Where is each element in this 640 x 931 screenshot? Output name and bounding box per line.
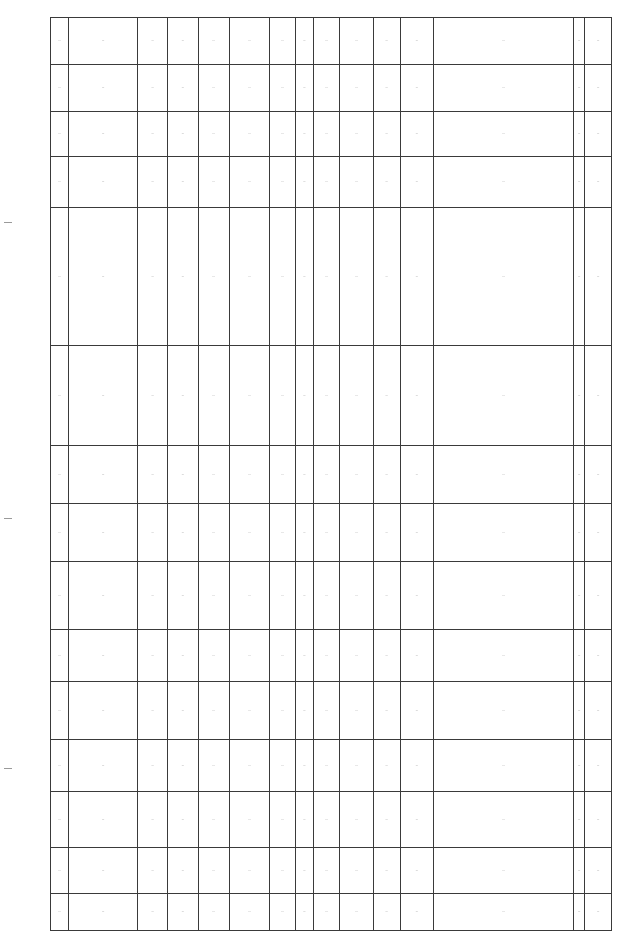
table-row	[51, 65, 612, 112]
cell-equip: …	[400, 346, 434, 446]
cell-date: …	[585, 630, 612, 682]
cell-form: …	[198, 504, 229, 562]
cell-org: …	[68, 740, 137, 792]
cell-code: …	[138, 65, 168, 112]
cell-date: …	[585, 682, 612, 740]
cell-room: …	[340, 504, 374, 562]
cell-code: …	[138, 562, 168, 630]
cell-qty: …	[573, 894, 584, 931]
cell-org: …	[68, 65, 137, 112]
cell-date: …	[585, 157, 612, 208]
cell-service: …	[373, 740, 400, 792]
cell-room: …	[340, 446, 374, 504]
cell-code: …	[138, 792, 168, 848]
cell-locality: …	[270, 157, 296, 208]
cell-equip: …	[400, 894, 434, 931]
cell-org: …	[68, 504, 137, 562]
cell-equip: …	[400, 18, 434, 65]
cell-legal: …	[434, 157, 574, 208]
cell-service: …	[373, 504, 400, 562]
cell-qty: …	[573, 848, 584, 894]
cell-equip: …	[400, 848, 434, 894]
cell-addr: …	[229, 346, 269, 446]
cell-form: …	[198, 562, 229, 630]
cell-code: …	[138, 740, 168, 792]
cell-service: …	[373, 848, 400, 894]
cell-legal: …	[434, 848, 574, 894]
cell-legal: …	[434, 18, 574, 65]
cell-dept: …	[313, 208, 340, 346]
cell-room: …	[340, 112, 374, 157]
cell-org: …	[68, 848, 137, 894]
cell-room: …	[340, 346, 374, 446]
cell-equip: …	[400, 740, 434, 792]
cell-code: …	[138, 157, 168, 208]
cell-org: …	[68, 562, 137, 630]
cell-service: …	[373, 630, 400, 682]
cell-no: …	[51, 562, 69, 630]
cell-code: …	[138, 446, 168, 504]
cell-addr: …	[229, 18, 269, 65]
cell-dept: …	[313, 792, 340, 848]
cell-no: …	[51, 792, 69, 848]
cell-service: …	[373, 562, 400, 630]
cell-type: …	[168, 848, 198, 894]
cell-year: …	[295, 792, 313, 848]
cell-dept: …	[313, 848, 340, 894]
cell-qty: …	[573, 157, 584, 208]
cell-no: …	[51, 682, 69, 740]
cell-addr: …	[229, 740, 269, 792]
cell-dept: …	[313, 157, 340, 208]
cell-code: …	[138, 630, 168, 682]
cell-year: …	[295, 112, 313, 157]
cell-no: …	[51, 112, 69, 157]
cell-room: …	[340, 848, 374, 894]
cell-org: …	[68, 630, 137, 682]
table-row	[51, 504, 612, 562]
cell-addr: …	[229, 630, 269, 682]
cell-room: …	[340, 157, 374, 208]
cell-dept: …	[313, 894, 340, 931]
cell-form: …	[198, 894, 229, 931]
cell-legal: …	[434, 630, 574, 682]
cell-no: …	[51, 346, 69, 446]
table-row	[51, 208, 612, 346]
cell-dept: …	[313, 682, 340, 740]
cell-equip: …	[400, 157, 434, 208]
cell-type: …	[168, 446, 198, 504]
cell-date: …	[585, 446, 612, 504]
cell-type: …	[168, 504, 198, 562]
cell-locality: …	[270, 208, 296, 346]
cell-date: …	[585, 792, 612, 848]
cell-form: …	[198, 208, 229, 346]
cell-date: …	[585, 65, 612, 112]
cell-room: …	[340, 740, 374, 792]
cell-locality: …	[270, 740, 296, 792]
cell-locality: …	[270, 630, 296, 682]
cell-room: …	[340, 630, 374, 682]
cell-year: …	[295, 630, 313, 682]
cell-year: …	[295, 157, 313, 208]
cell-type: …	[168, 562, 198, 630]
cell-no: …	[51, 208, 69, 346]
scan-mark	[4, 768, 12, 769]
cell-form: …	[198, 346, 229, 446]
cell-org: …	[68, 208, 137, 346]
cell-locality: …	[270, 562, 296, 630]
cell-equip: …	[400, 682, 434, 740]
cell-form: …	[198, 740, 229, 792]
cell-locality: …	[270, 112, 296, 157]
cell-locality: …	[270, 65, 296, 112]
cell-type: …	[168, 112, 198, 157]
table-row	[51, 740, 612, 792]
cell-room: …	[340, 792, 374, 848]
cell-legal: …	[434, 446, 574, 504]
cell-dept: …	[313, 446, 340, 504]
cell-no: …	[51, 630, 69, 682]
cell-date: …	[585, 894, 612, 931]
cell-service: …	[373, 682, 400, 740]
cell-date: …	[585, 208, 612, 346]
cell-form: …	[198, 18, 229, 65]
cell-addr: …	[229, 894, 269, 931]
cell-addr: …	[229, 562, 269, 630]
cell-equip: …	[400, 504, 434, 562]
scan-mark	[4, 518, 12, 519]
cell-locality: …	[270, 894, 296, 931]
cell-service: …	[373, 112, 400, 157]
cell-type: …	[168, 630, 198, 682]
cell-qty: …	[573, 208, 584, 346]
cell-addr: …	[229, 848, 269, 894]
cell-form: …	[198, 682, 229, 740]
cell-year: …	[295, 446, 313, 504]
cell-equip: …	[400, 65, 434, 112]
cell-service: …	[373, 157, 400, 208]
cell-year: …	[295, 848, 313, 894]
cell-qty: …	[573, 562, 584, 630]
table-row	[51, 848, 612, 894]
cell-dept: …	[313, 346, 340, 446]
cell-legal: …	[434, 208, 574, 346]
cell-locality: …	[270, 18, 296, 65]
cell-qty: …	[573, 18, 584, 65]
cell-date: …	[585, 562, 612, 630]
table-row	[51, 894, 612, 931]
cell-addr: …	[229, 65, 269, 112]
cell-dept: …	[313, 504, 340, 562]
table-row	[51, 18, 612, 65]
table-row	[51, 157, 612, 208]
cell-equip: …	[400, 446, 434, 504]
cell-year: …	[295, 18, 313, 65]
cell-locality: …	[270, 792, 296, 848]
cell-dept: …	[313, 630, 340, 682]
cell-code: …	[138, 208, 168, 346]
cell-form: …	[198, 848, 229, 894]
cell-locality: …	[270, 446, 296, 504]
cell-year: …	[295, 346, 313, 446]
cell-code: …	[138, 18, 168, 65]
cell-qty: …	[573, 504, 584, 562]
cell-year: …	[295, 504, 313, 562]
cell-no: …	[51, 740, 69, 792]
cell-type: …	[168, 65, 198, 112]
cell-no: …	[51, 446, 69, 504]
cell-service: …	[373, 792, 400, 848]
cell-date: …	[585, 112, 612, 157]
cell-dept: …	[313, 18, 340, 65]
cell-qty: …	[573, 682, 584, 740]
cell-dept: …	[313, 740, 340, 792]
cell-type: …	[168, 792, 198, 848]
table-body	[51, 18, 612, 931]
cell-qty: …	[573, 792, 584, 848]
cell-addr: …	[229, 112, 269, 157]
scan-mark	[4, 222, 12, 223]
cell-no: …	[51, 894, 69, 931]
cell-locality: …	[270, 848, 296, 894]
cell-type: …	[168, 157, 198, 208]
cell-type: …	[168, 894, 198, 931]
cell-org: …	[68, 346, 137, 446]
cell-code: …	[138, 682, 168, 740]
cell-code: …	[138, 504, 168, 562]
cell-room: …	[340, 682, 374, 740]
cell-no: …	[51, 18, 69, 65]
cell-form: …	[198, 112, 229, 157]
cell-locality: …	[270, 682, 296, 740]
cell-equip: …	[400, 208, 434, 346]
cell-type: …	[168, 346, 198, 446]
cell-legal: …	[434, 562, 574, 630]
cell-equip: …	[400, 562, 434, 630]
cell-org: …	[68, 894, 137, 931]
cell-service: …	[373, 18, 400, 65]
cell-addr: …	[229, 446, 269, 504]
cell-no: …	[51, 157, 69, 208]
cell-date: …	[585, 346, 612, 446]
table-row	[51, 112, 612, 157]
cell-addr: …	[229, 504, 269, 562]
cell-type: …	[168, 18, 198, 65]
cell-dept: …	[313, 112, 340, 157]
document-table	[50, 17, 612, 931]
cell-addr: …	[229, 208, 269, 346]
cell-service: …	[373, 346, 400, 446]
cell-legal: …	[434, 740, 574, 792]
table-row	[51, 562, 612, 630]
cell-room: …	[340, 208, 374, 346]
cell-org: …	[68, 18, 137, 65]
cell-date: …	[585, 504, 612, 562]
cell-legal: …	[434, 894, 574, 931]
cell-year: …	[295, 682, 313, 740]
cell-equip: …	[400, 630, 434, 682]
cell-addr: …	[229, 682, 269, 740]
cell-code: …	[138, 894, 168, 931]
cell-equip: …	[400, 792, 434, 848]
table-row	[51, 630, 612, 682]
cell-org: …	[68, 792, 137, 848]
cell-dept: …	[313, 65, 340, 112]
cell-date: …	[585, 740, 612, 792]
cell-qty: …	[573, 630, 584, 682]
cell-no: …	[51, 504, 69, 562]
cell-form: …	[198, 630, 229, 682]
cell-year: …	[295, 894, 313, 931]
cell-code: …	[138, 112, 168, 157]
cell-code: …	[138, 848, 168, 894]
cell-room: …	[340, 65, 374, 112]
cell-no: …	[51, 65, 69, 112]
cell-legal: …	[434, 65, 574, 112]
cell-type: …	[168, 682, 198, 740]
cell-qty: …	[573, 446, 584, 504]
cell-addr: …	[229, 792, 269, 848]
table-row	[51, 446, 612, 504]
cell-qty: …	[573, 112, 584, 157]
cell-no: …	[51, 848, 69, 894]
cell-legal: …	[434, 504, 574, 562]
cell-org: …	[68, 112, 137, 157]
cell-org: …	[68, 157, 137, 208]
cell-legal: …	[434, 792, 574, 848]
cell-year: …	[295, 208, 313, 346]
table-row	[51, 792, 612, 848]
cell-service: …	[373, 65, 400, 112]
cell-addr: …	[229, 157, 269, 208]
cell-service: …	[373, 208, 400, 346]
cell-form: …	[198, 65, 229, 112]
cell-legal: …	[434, 346, 574, 446]
cell-dept: …	[313, 562, 340, 630]
cell-locality: …	[270, 504, 296, 562]
cell-equip: …	[400, 112, 434, 157]
table-row	[51, 682, 612, 740]
cell-org: …	[68, 446, 137, 504]
cell-form: …	[198, 157, 229, 208]
cell-qty: …	[573, 346, 584, 446]
cell-form: …	[198, 446, 229, 504]
cell-date: …	[585, 848, 612, 894]
table-row	[51, 346, 612, 446]
cell-qty: …	[573, 65, 584, 112]
cell-locality: …	[270, 346, 296, 446]
cell-type: …	[168, 208, 198, 346]
cell-year: …	[295, 65, 313, 112]
cell-room: …	[340, 562, 374, 630]
cell-code: …	[138, 346, 168, 446]
cell-service: …	[373, 894, 400, 931]
cell-room: …	[340, 894, 374, 931]
cell-year: …	[295, 562, 313, 630]
cell-room: …	[340, 18, 374, 65]
cell-service: …	[373, 446, 400, 504]
cell-date: …	[585, 18, 612, 65]
cell-legal: …	[434, 682, 574, 740]
cell-year: …	[295, 740, 313, 792]
cell-legal: …	[434, 112, 574, 157]
cell-qty: …	[573, 740, 584, 792]
cell-form: …	[198, 792, 229, 848]
cell-org: …	[68, 682, 137, 740]
cell-type: …	[168, 740, 198, 792]
